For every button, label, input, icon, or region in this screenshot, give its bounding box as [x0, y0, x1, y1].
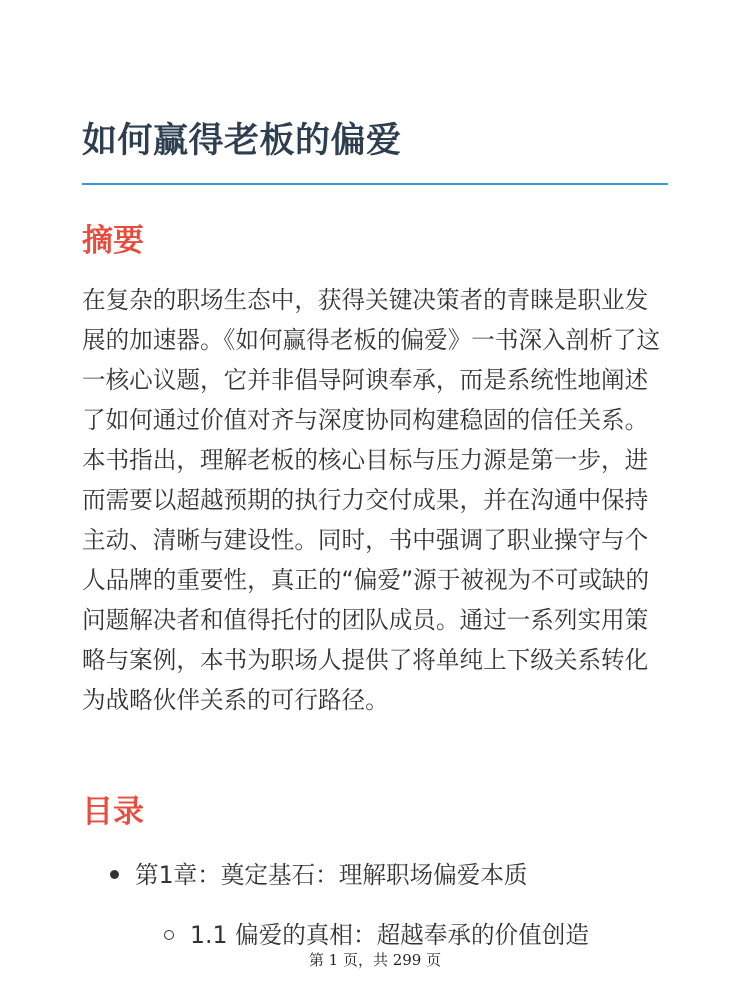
- document-page: [82, 0, 668, 1000]
- document-title: 如何赢得老板的偏爱: [82, 121, 402, 161]
- toc-item-chapter-1[interactable]: [110, 855, 528, 895]
- disc-bullet-icon: [110, 870, 119, 879]
- abstract-paragraph: 在复杂的职场生态中，获得关键决策者的青睐是职业发展的加速器。《如何赢得老板的偏爱》一书深入剖析了这一核心议题，它并非倡导阿谀奉承，而是系统性地阐述了如何通过价值对齐与深度协同构建稳固的信任关系。本书指出，理解老板的核心目标与压力源是第一步，进而需要以超越预期的执行力交付成果，并在沟通中保持主动、清晰与建设性。同时，书中强调了职业操守与个人品牌的重要性，真正的“偏爱”源于被视为不可或缺的问题解决者和值得托付的团队成员。通过一系列实用策略与案例，本书为职场人提供了将单纯上下级关系转化为战略伙伴关系的可行路径。: [82, 286, 661, 714]
- title-divider: [82, 183, 668, 185]
- toc-item-label: 第1章：奠定基石：理解职场偏爱本质: [135, 861, 528, 889]
- abstract-heading: 摘要: [82, 223, 144, 259]
- toc-heading: 目录: [82, 794, 144, 830]
- toc-item-label: 1.1 偏爱的真相：超越奉承的价值创造: [190, 921, 589, 949]
- page-number-footer: 第 1 页，共 299 页: [308, 951, 442, 969]
- toc-item-section-1-1[interactable]: [164, 915, 589, 955]
- circle-bullet-icon: [164, 930, 174, 940]
